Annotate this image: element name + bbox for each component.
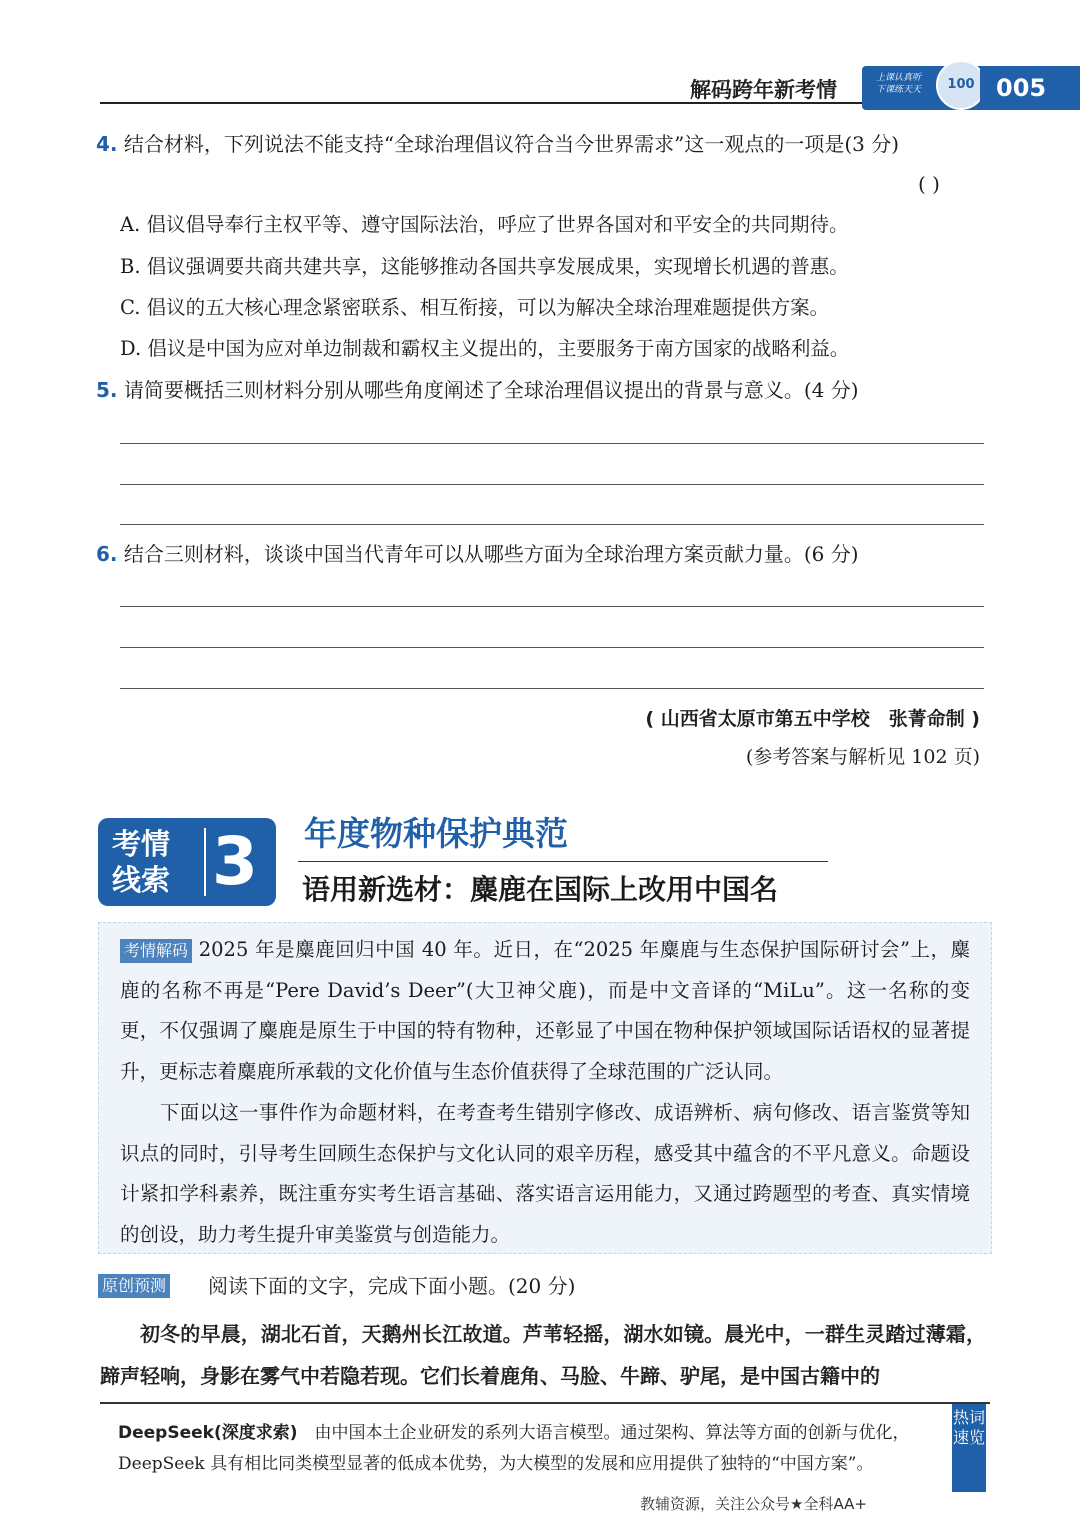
question-5-text: 请简要概括三则材料分别从哪些角度阐述了全球治理倡议提出的背景与意义。(4 分) bbox=[123, 378, 859, 402]
header-slogan bbox=[876, 72, 921, 96]
header-logo: 100 bbox=[936, 60, 986, 110]
analysis-tag: 考情解码 bbox=[120, 939, 192, 963]
hot-word-definition: 由中国本土企业研发的系列大语言模型。通过架构、算法等方面的创新与优化，DeepSeek 具有相比同类模型显著的低成本优势，为大模型的发展和应用提供了独特的“中国方案”。 bbox=[118, 1423, 910, 1474]
section-title: 年度物种保护典范 bbox=[304, 814, 568, 853]
question-6-text: 结合三则材料，谈谈中国当代青年可以从哪些方面为全球治理方案贡献力量。(6 分) bbox=[123, 542, 859, 566]
question-4-stem bbox=[96, 130, 899, 158]
author-credit: ( 山西省太原市第五中学校 张菁命制 ) bbox=[645, 708, 980, 730]
reference-note: (参考答案与解析见 102 页) bbox=[745, 746, 980, 768]
analysis-paragraph-1 bbox=[120, 930, 970, 1092]
banner-separator bbox=[194, 828, 206, 896]
reading-passage: 初冬的早晨，湖北石首，天鹅州长江故道。芦苇轻摇，湖水如镜。晨光中，一群生灵踏过薄霜，蹄声轻响，身影在雾气中若隐若现。它们长着鹿角、马脸、牛蹄、驴尾，是中国古籍中的 bbox=[100, 1322, 986, 1388]
question-4-text: 结合材料，下列说法不能支持“全球治理倡议符合当今世界需求”这一观点的一项是(3 分) bbox=[123, 132, 900, 156]
question-5-stem bbox=[96, 376, 859, 404]
answer-line[interactable] bbox=[120, 606, 984, 607]
banner-label: 考情线索 bbox=[112, 827, 171, 897]
option-a[interactable]: A. 倡议倡导奉行主权平等、遵守国际法治，呼应了世界各国对和平安全的共同期待。 bbox=[120, 213, 849, 236]
question-4-number: 4. bbox=[96, 132, 118, 156]
question-5-number: 5. bbox=[96, 378, 118, 402]
option-b[interactable]: B. 倡议强调要共商共建共享，这能够推动各国共享发展成果，实现增长机遇的普惠。 bbox=[120, 255, 849, 278]
prediction-tag: 原创预测 bbox=[98, 1274, 170, 1298]
answer-line[interactable] bbox=[120, 688, 984, 689]
question-6-number: 6. bbox=[96, 542, 118, 566]
hot-word-side-tab: 热词速览 bbox=[952, 1404, 986, 1492]
watermark-text: 教辅资源，关注公众号★全科AA+ bbox=[640, 1495, 867, 1513]
analysis-paragraph-2: 下面以这一事件作为命题材料，在考查考生错别字修改、成语辨析、病句修改、语言鉴赏等知识点的同时，引导考生回顾生态保护与文化认同的艰辛历程，感受其中蕴含的不平凡意义。命题设计紧扣学科素养，既注重夯实考生语言基础、落实语言运用能力，又通过跨题型的考查、真实情境的创设，助力考生提升审美鉴赏与创造能力。 bbox=[120, 1101, 970, 1246]
answer-line[interactable] bbox=[120, 443, 984, 444]
header-section-title: 解码跨年新考情 bbox=[690, 78, 837, 102]
page-number: 005 bbox=[980, 66, 1080, 110]
slogan-line-1: 上课认真听 bbox=[876, 73, 922, 83]
section-rule bbox=[298, 861, 828, 862]
answer-line[interactable] bbox=[120, 647, 984, 648]
answer-bracket[interactable]: ( ) bbox=[918, 172, 940, 196]
answer-line[interactable] bbox=[120, 484, 984, 485]
banner-number: 3 bbox=[212, 823, 258, 900]
slogan-line-2: 下课练天天 bbox=[876, 85, 922, 95]
hot-word-note bbox=[118, 1418, 948, 1480]
hot-word-term: DeepSeek(深度求索) bbox=[118, 1423, 298, 1443]
option-d[interactable]: D. 倡议是中国为应对单边制裁和霸权主义提出的，主要服务于南方国家的战略利益。 bbox=[120, 337, 850, 360]
analysis-paragraph-1-text: 2025 年是麋鹿回归中国 40 年。近日，在“2025 年麋鹿与生态保护国际研讨会”上，麋鹿的名称不再是“Pere David’s Deer”(大卫神父鹿)，而是中文音译的“MiLu”。这一名称的变更，不仅强调了麋鹿是原生于中国的特有物种，还彰显了中国在物种保护领域国际话语权的显著提升，更标志着麋鹿所承载的文化价值与生态价值获得了全球范围的广泛认同。 bbox=[120, 938, 970, 1083]
footer-rule bbox=[100, 1402, 990, 1404]
section-subtitle: 语用新选材：麋鹿在国际上改用中国名 bbox=[302, 873, 779, 906]
question-6-stem bbox=[96, 540, 859, 568]
answer-line[interactable] bbox=[120, 524, 984, 525]
prediction-instruction: 阅读下面的文字，完成下面小题。(20 分) bbox=[208, 1274, 576, 1298]
option-c[interactable]: C. 倡议的五大核心理念紧密联系、相互衔接，可以为解决全球治理难题提供方案。 bbox=[120, 296, 830, 319]
